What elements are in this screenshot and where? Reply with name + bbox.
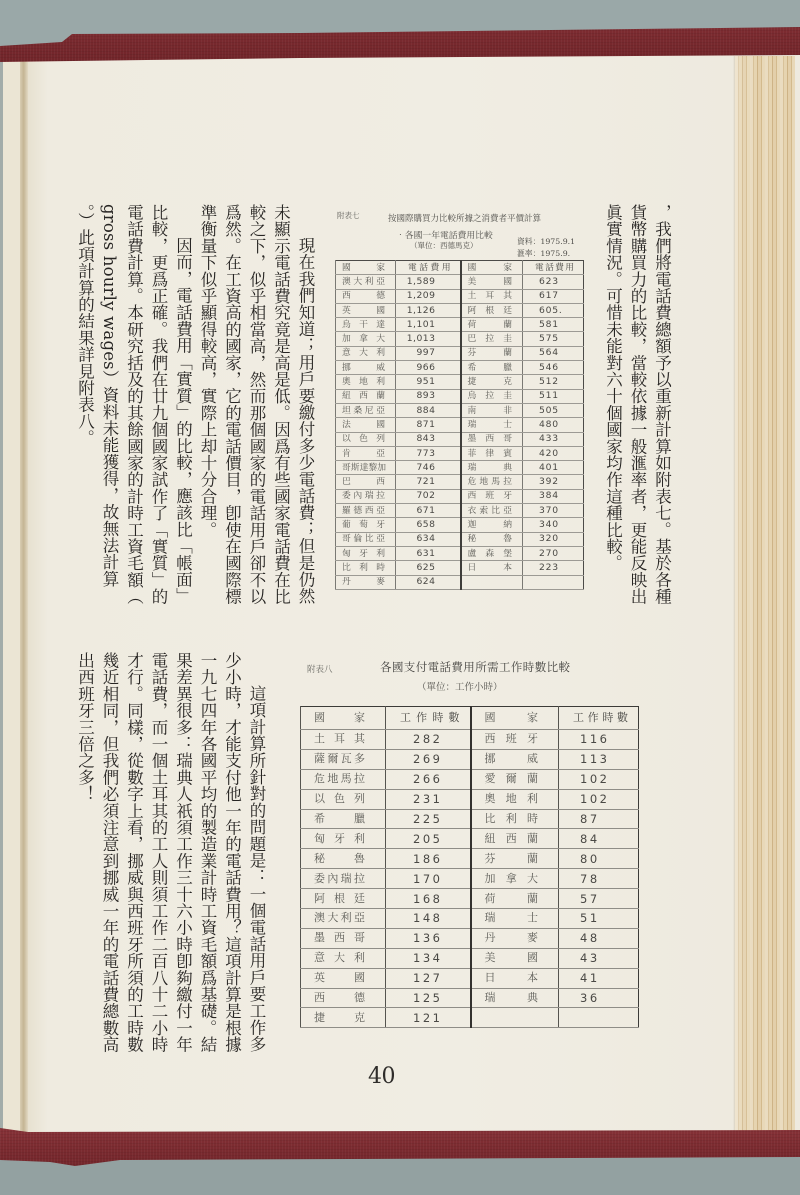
country-cell: 瑞士 (471, 909, 559, 929)
country-cell: 比利時 (471, 809, 559, 829)
value-cell: 43 (559, 948, 639, 968)
country-cell (471, 1008, 559, 1028)
table-row (336, 389, 584, 403)
text-column: 一九七四年各國平均的製造業計時工資毛額爲基礎。結 (198, 652, 217, 1053)
value-cell: 564 (523, 346, 584, 360)
value-cell: 575 (523, 332, 584, 346)
country-cell: 西班牙 (471, 730, 559, 750)
table-row (301, 1008, 639, 1028)
value-cell: 270 (523, 546, 584, 560)
country-cell: 英國 (336, 303, 396, 317)
value-cell: 624 (396, 575, 461, 589)
country-cell: 法國 (336, 418, 396, 432)
country-cell: 危地馬拉 (301, 769, 386, 789)
country-cell: 挪威 (336, 361, 396, 375)
value-cell: 581 (523, 318, 584, 332)
table-8-unit: （單位：工作小時） (417, 682, 503, 693)
table-row (336, 532, 584, 546)
table-row (336, 489, 584, 503)
country-cell: 秘魯 (301, 849, 386, 869)
value-cell: 231 (386, 789, 471, 809)
table-row (336, 303, 584, 317)
country-cell: 羅德西亞 (336, 504, 396, 518)
country-cell: 委內瑞拉 (336, 489, 396, 503)
value-cell: 658 (396, 518, 461, 532)
country-cell: 匈牙利 (336, 546, 396, 560)
table-row (301, 769, 639, 789)
text-column: 果差異很多：瑞典人祇須工作三十六小時卽夠繳付一年 (173, 652, 193, 1053)
table-7-source-date: 資料：1975.9.1 (517, 237, 576, 246)
text-column: 電話費，而一個土耳其的工人則須工作二百八十二小時 (149, 652, 168, 1053)
table-row (336, 418, 584, 432)
country-cell: 意大利 (301, 948, 386, 968)
value-cell: 223 (523, 561, 584, 575)
value-cell: 420 (523, 446, 584, 460)
table-row (336, 475, 584, 489)
country-cell: 菲律賓 (461, 446, 523, 460)
text-column: 比較，更爲正確。我們在廿九個國家試作了「實質」的 (149, 204, 168, 605)
text-column: 出西班牙三倍之多！ (75, 652, 95, 803)
value-cell: 1,126 (396, 303, 461, 317)
value-cell: 671 (396, 504, 461, 518)
value-cell: 36 (559, 988, 639, 1008)
text-column: 眞實情況。可惜未能對六十個國家均作這種比較。 (603, 204, 623, 572)
table-row (336, 461, 584, 475)
table-row (336, 289, 584, 303)
value-cell: 168 (386, 889, 471, 909)
value-cell: 392 (523, 475, 584, 489)
country-cell: 希臘 (301, 809, 386, 829)
value-cell: 1,101 (396, 318, 461, 332)
table-row (301, 789, 639, 809)
text-column: 少小時，才能支付他一年的電話費用？這項計算是根據 (222, 652, 242, 1053)
country-cell: 以色列 (301, 789, 386, 809)
country-cell: 迦納 (461, 518, 523, 532)
table-row (336, 518, 584, 532)
country-cell: 瑞典 (461, 461, 523, 475)
value-cell: 102 (559, 789, 639, 809)
value-cell: 148 (386, 909, 471, 929)
country-cell: 哥倫比亞 (336, 532, 396, 546)
value-cell: 205 (386, 829, 471, 849)
table-7-title: 按國際購買力比較所據之消費者平價計算 (388, 214, 542, 224)
value-cell: 512 (523, 375, 584, 389)
country-cell: 委內瑞拉 (301, 869, 386, 889)
value-cell: 80 (559, 849, 639, 869)
value-cell: 1,209 (396, 289, 461, 303)
country-cell: 哥斯達黎加 (336, 461, 396, 475)
table-row (336, 504, 584, 518)
country-cell: 烏拉圭 (461, 389, 523, 403)
country-cell: 希臘 (461, 361, 523, 375)
value-cell: 1,013 (396, 332, 461, 346)
value-cell: 1,589 (396, 275, 461, 289)
value-cell: 546 (523, 361, 584, 375)
value-cell (559, 1008, 639, 1028)
value-cell: 170 (386, 869, 471, 889)
country-cell: 奧地利 (471, 789, 559, 809)
value-cell: 134 (386, 948, 471, 968)
country-cell: 美國 (471, 948, 559, 968)
country-cell: 加拿大 (471, 869, 559, 889)
table-row (336, 332, 584, 346)
country-cell: 墨西哥 (461, 432, 523, 446)
table-row (336, 361, 584, 375)
value-cell: 623 (523, 275, 584, 289)
table-7-phone-costs (335, 260, 584, 590)
value-cell: 87 (559, 809, 639, 829)
value-cell: 721 (396, 475, 461, 489)
value-cell: 127 (386, 968, 471, 988)
country-cell: 加拿大 (336, 332, 396, 346)
table-8-label: 附表八 (307, 665, 333, 675)
country-cell: 挪威 (471, 749, 559, 769)
page-edges-stack (735, 56, 795, 1134)
country-cell: 奧地利 (336, 375, 396, 389)
page-number: 40 (368, 1064, 395, 1089)
country-cell: 美國 (461, 275, 523, 289)
table-row (301, 968, 639, 988)
value-cell: 605. (523, 303, 584, 317)
country-cell: 阿根廷 (461, 303, 523, 317)
text-column: 準衡量下似乎顯得較高，實際上却十分合理。 (198, 204, 217, 538)
value-cell: 893 (396, 389, 461, 403)
table-8-work-hours (300, 706, 639, 1028)
value-cell: 41 (559, 968, 639, 988)
country-cell: 巴拉圭 (461, 332, 523, 346)
value-cell: 282 (386, 730, 471, 750)
previous-page-edge (3, 50, 21, 1138)
value-cell: 266 (386, 769, 471, 789)
table-8-title: 各國支付電話費用所需工作時數比較 (380, 660, 571, 674)
value-cell: 370 (523, 504, 584, 518)
country-cell: 英國 (301, 968, 386, 988)
country-cell: 危地馬拉 (461, 475, 523, 489)
text-column: 因而，電話費用「實質」的比較，應該比「帳面」 (173, 237, 193, 605)
value-cell: 51 (559, 909, 639, 929)
text-column: 貨幣購買力的比較，當較依據一般滙率者，更能反映出 (628, 204, 647, 605)
country-cell: 土耳其 (461, 289, 523, 303)
table-row (336, 318, 584, 332)
text-column: 。）此項計算的結果詳見附表八。 (75, 204, 95, 447)
table-row (336, 432, 584, 446)
table-row (301, 948, 639, 968)
value-cell: 113 (559, 749, 639, 769)
value-cell: 433 (523, 432, 584, 446)
country-cell: 西班牙 (461, 489, 523, 503)
value-cell: 951 (396, 375, 461, 389)
country-cell: 肯亞 (336, 446, 396, 460)
header-phone-cost: 電話費用 (396, 261, 461, 275)
country-cell: 秘魯 (461, 532, 523, 546)
value-cell: 773 (396, 446, 461, 460)
country-cell: 日本 (471, 968, 559, 988)
text-column: 這項計算所針對的問題是：一個電話用戶要工作多 (247, 685, 266, 1053)
value-cell: 997 (396, 346, 461, 360)
text-column: 電話費計算。本研究括及的其餘國家的計時工資毛額（ (124, 204, 144, 605)
value-cell: 121 (386, 1008, 471, 1028)
table-row (336, 561, 584, 575)
value-cell: 511 (523, 389, 584, 403)
country-cell: 西德 (336, 289, 396, 303)
table-row (301, 849, 639, 869)
text-block-top-left (72, 204, 317, 614)
country-cell: 西德 (301, 988, 386, 1008)
table-row (336, 275, 584, 289)
country-cell: 澳大利亞 (301, 909, 386, 929)
country-cell: 意大利 (336, 346, 396, 360)
value-cell: 617 (523, 289, 584, 303)
table-row (336, 446, 584, 460)
page-gutter (20, 50, 28, 1138)
table-row (336, 375, 584, 389)
country-cell: 薩爾瓦多 (301, 749, 386, 769)
country-cell: 日本 (461, 561, 523, 575)
country-cell: 澳大利亞 (336, 275, 396, 289)
table-row (336, 575, 584, 589)
text-column: 未顯示電話費究竟是高是低。因爲有些國家電話費在比 (271, 204, 291, 605)
country-cell: 捷克 (461, 375, 523, 389)
country-cell: 荷蘭 (471, 889, 559, 909)
value-cell: 125 (386, 988, 471, 1008)
country-cell: 巴西 (336, 475, 396, 489)
text-column: 幾近相同，但我們必須注意到挪威一年的電話費總數高 (100, 652, 119, 1053)
text-column: 才行。同樣，從數字上看，挪威與西班牙所須的工時數 (124, 652, 144, 1053)
table-7-subtitle: ‧各國一年電話費用比較 (396, 231, 493, 241)
country-cell: 坦桑尼亞 (336, 403, 396, 417)
country-cell: 盧森堡 (461, 546, 523, 560)
header-country: 國家 (471, 707, 559, 730)
table-row (301, 909, 639, 929)
country-cell: 比利時 (336, 561, 396, 575)
country-cell: 南非 (461, 403, 523, 417)
country-cell: 瑞士 (461, 418, 523, 432)
country-cell (461, 575, 523, 589)
value-cell (523, 575, 584, 589)
value-cell: 746 (396, 461, 461, 475)
country-cell: 紐西蘭 (336, 389, 396, 403)
value-cell: 320 (523, 532, 584, 546)
text-block-top-right (600, 204, 674, 614)
table-row (336, 403, 584, 417)
value-cell: 340 (523, 518, 584, 532)
value-cell: 631 (396, 546, 461, 560)
header-country: 國家 (461, 261, 523, 275)
table-7-unit: （單位：西德馬克） (410, 241, 478, 250)
table-7-exchange-rate-date: 滙率：1975.9. (517, 249, 571, 258)
table-row (301, 829, 639, 849)
value-cell: 966 (396, 361, 461, 375)
country-cell: 荷蘭 (461, 318, 523, 332)
country-cell: 瑞典 (471, 988, 559, 1008)
table-row (301, 869, 639, 889)
header-country: 國家 (301, 707, 386, 730)
table-row (301, 749, 639, 769)
table-row (301, 988, 639, 1008)
value-cell: 702 (396, 489, 461, 503)
table-header-row (336, 261, 584, 275)
country-cell: 衣索比亞 (461, 504, 523, 518)
value-cell: 505 (523, 403, 584, 417)
country-cell: 捷克 (301, 1008, 386, 1028)
value-cell: 480 (523, 418, 584, 432)
country-cell: 芬蘭 (471, 849, 559, 869)
country-cell: 以色列 (336, 432, 396, 446)
table-row (301, 889, 639, 909)
value-cell: 116 (559, 730, 639, 750)
value-cell: 401 (523, 461, 584, 475)
value-cell: 84 (559, 829, 639, 849)
table-row (336, 546, 584, 560)
text-block-bottom-left (72, 652, 268, 1052)
value-cell: 57 (559, 889, 639, 909)
table-row (301, 730, 639, 750)
country-cell: 紐西蘭 (471, 829, 559, 849)
value-cell: 136 (386, 928, 471, 948)
table-header-row (301, 707, 639, 730)
value-cell: 384 (523, 489, 584, 503)
country-cell: 土耳其 (301, 730, 386, 750)
country-cell: 丹麥 (471, 928, 559, 948)
header-work-hours: 工作時數 (559, 707, 639, 730)
country-cell: 葡萄牙 (336, 518, 396, 532)
country-cell: 芬蘭 (461, 346, 523, 360)
country-cell: 阿根廷 (301, 889, 386, 909)
country-cell: 墨西哥 (301, 928, 386, 948)
country-cell: 烏干達 (336, 318, 396, 332)
header-phone-cost: 電話費用 (523, 261, 584, 275)
value-cell: 884 (396, 403, 461, 417)
value-cell: 186 (386, 849, 471, 869)
text-column: 較之下，似乎相當高，然而那個國家的電話用戶卻不以 (247, 204, 266, 605)
country-cell: 愛爾蘭 (471, 769, 559, 789)
text-column: 爲然。在工資高的國家，它的電話價目，卽使在國際標 (222, 204, 242, 605)
table-row (301, 928, 639, 948)
value-cell: 102 (559, 769, 639, 789)
country-cell: 丹麥 (336, 575, 396, 589)
value-cell: 843 (396, 432, 461, 446)
table-row (336, 346, 584, 360)
table-row (301, 809, 639, 829)
value-cell: 48 (559, 928, 639, 948)
value-cell: 634 (396, 532, 461, 546)
header-work-hours: 工作時數 (386, 707, 471, 730)
country-cell: 匈牙利 (301, 829, 386, 849)
value-cell: 225 (386, 809, 471, 829)
value-cell: 78 (559, 869, 639, 889)
table-7-label: 附表七 (337, 211, 360, 220)
text-column: ，我們將電話費總額予以重新計算如附表七。基於各種 (652, 204, 672, 605)
value-cell: 625 (396, 561, 461, 575)
text-column: 現在我們知道；用戶要繳付多少電話費；但是仍然 (296, 237, 315, 605)
value-cell: 269 (386, 749, 471, 769)
header-country: 國家 (336, 261, 396, 275)
value-cell: 871 (396, 418, 461, 432)
text-column: gross hourly wages）資料未能獲得，故無法計算 (100, 204, 119, 587)
